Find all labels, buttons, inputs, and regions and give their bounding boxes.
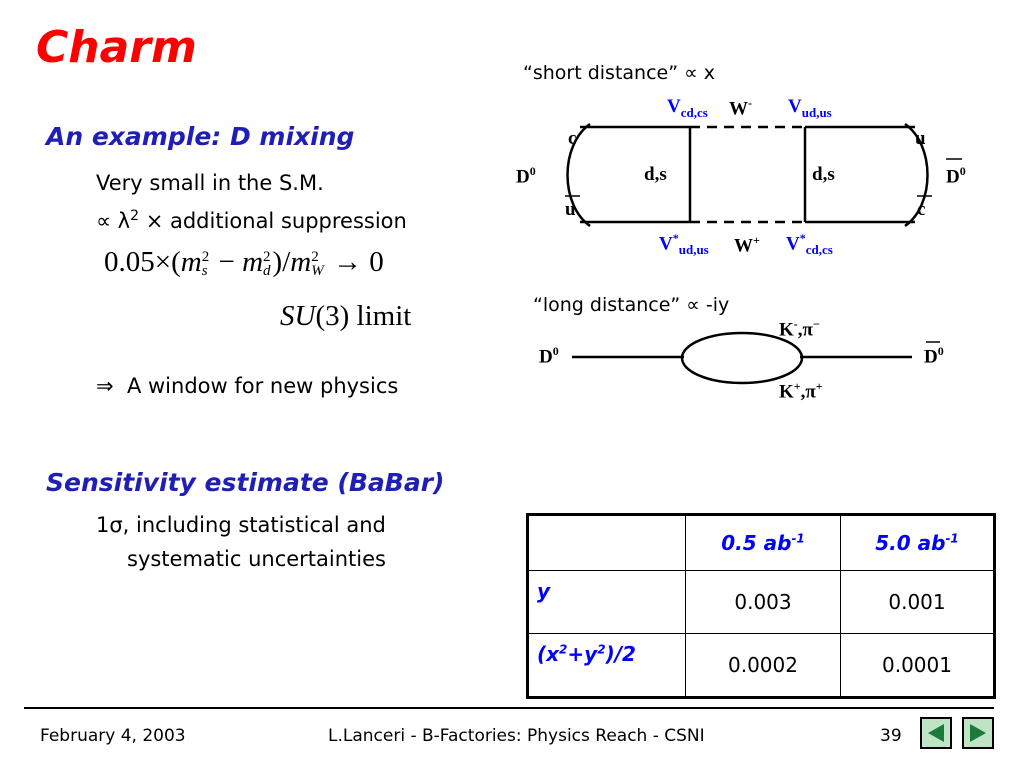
footer-divider — [24, 707, 994, 709]
quark-u-left: u — [565, 199, 576, 220]
row2-label-b: +y — [567, 642, 598, 666]
su3-limit-text: (3) limit — [315, 300, 412, 332]
v-cd-cs-bottom — [786, 231, 833, 258]
long-diagram-lines — [572, 333, 940, 383]
pi-bot: ,π — [800, 381, 816, 403]
table-cell: 0.003 — [686, 571, 841, 634]
eq-mw-sup: 2 — [311, 249, 319, 266]
v-ud-us-top — [788, 96, 832, 121]
quark-c-left: c — [568, 128, 577, 149]
v-ud-us-top-sub: ud,us — [801, 104, 832, 120]
w-plus-sup: + — [753, 233, 760, 247]
w-plus-w: W — [734, 235, 753, 257]
footer-page-number: 39 — [880, 726, 902, 746]
v-cd-cs-bot-sub: cd,cs — [805, 242, 833, 258]
eq-coefficient: 0.05×( — [104, 246, 181, 278]
pi-top: ,π — [797, 319, 813, 341]
eq-mw-sub: W — [311, 263, 324, 280]
ds-left-label: d,s — [644, 164, 667, 185]
long-d0-left-label — [539, 344, 559, 368]
long-distance-caption: “long distance” ∝ -iy — [533, 294, 730, 316]
col2-sup: -1 — [945, 531, 959, 546]
v-cd-cs-top — [667, 96, 708, 121]
sigma-text: 1σ — [96, 513, 123, 537]
footer-center: L.Lanceri - B-Factories: Physics Reach - CSNI — [328, 726, 705, 746]
pi-bot-sup: + — [815, 379, 823, 393]
pi-top-sup: − — [812, 317, 820, 331]
slide-title: Charm — [36, 22, 197, 73]
quark-c-right: c — [917, 199, 926, 220]
row2-label-sup2: 2 — [597, 642, 606, 657]
triangle-left-icon — [922, 719, 950, 747]
v-cd-cs-top-sub: cd,cs — [680, 104, 708, 120]
short-distance-caption: “short distance” ∝ x — [523, 62, 715, 84]
systematic-line: systematic uncertainties — [127, 547, 386, 571]
next-slide-button[interactable] — [962, 717, 994, 749]
col2-base: 5.0 ab — [875, 531, 946, 555]
d0-left-d: D — [516, 166, 530, 188]
eq-md: m — [242, 246, 264, 278]
quark-u-right: u — [915, 128, 926, 149]
table-row — [528, 571, 995, 634]
table-header-row — [528, 515, 995, 571]
col1-sup: -1 — [791, 531, 805, 546]
long-d0-left-sup: 0 — [552, 344, 559, 358]
k-bot: K — [779, 381, 794, 403]
k-top: K — [779, 319, 794, 341]
box-diagram-lines — [565, 124, 962, 226]
v-ud-us-bot-sub: ud,us — [678, 242, 709, 258]
v-ud-us-bot-sup: * — [672, 231, 679, 245]
previous-slide-button[interactable] — [920, 717, 952, 749]
eq-minus: − — [211, 246, 243, 278]
section-heading-sensitivity: Sensitivity estimate (BaBar) — [46, 468, 445, 497]
w-minus-w: W — [729, 98, 748, 120]
triangle-right-icon — [964, 719, 992, 747]
lambda-exponent: 2 — [130, 208, 140, 224]
ds-right-label: d,s — [812, 164, 835, 185]
k-top-sup: - — [793, 317, 798, 331]
k-minus-pi-minus-label — [779, 317, 820, 341]
table-cell: 0.001 — [841, 571, 995, 634]
eq-ms-sub: s — [201, 263, 208, 280]
d0-right-sup: 0 — [959, 164, 966, 178]
table-header-cell — [686, 515, 841, 571]
footer-date: February 4, 2003 — [40, 726, 186, 746]
k-bot-sup: + — [793, 379, 801, 393]
su3-symbol: SU — [280, 300, 316, 332]
d0-right-d: D — [946, 166, 960, 188]
long-d0-right-sup: 0 — [937, 344, 944, 358]
k-plus-pi-plus-label — [779, 379, 823, 403]
table-corner-cell — [528, 515, 686, 571]
v-ud-us-bottom — [659, 231, 709, 258]
eq-arrow: → 0 — [325, 246, 384, 278]
suppression-text: × additional suppression — [139, 209, 407, 233]
row2-label-sup1: 2 — [559, 642, 568, 657]
implies-symbol: ⇒ — [96, 374, 114, 398]
eq-md-sub: d — [263, 263, 271, 280]
section-heading-d-mixing: An example: D mixing — [46, 122, 355, 151]
eq-ms: m — [180, 246, 202, 278]
v-cd-cs-bot-sup: * — [799, 231, 806, 245]
v-cd-cs-top-v: V — [667, 96, 681, 117]
eq-divide: )/ — [272, 246, 291, 278]
v-ud-us-top-v: V — [788, 96, 802, 117]
long-d0-right-label — [924, 344, 944, 368]
d0-right-label — [946, 164, 966, 188]
row2-label-a: (x — [537, 642, 560, 666]
eq-md-sup: 2 — [263, 249, 271, 266]
row2-label-c: )/2 — [605, 642, 636, 666]
table-header-cell — [841, 515, 995, 571]
including-text: , including statistical and — [122, 513, 386, 537]
long-d0-left-d: D — [539, 346, 553, 368]
table-cell: 0.0001 — [841, 634, 995, 698]
table-row — [528, 634, 995, 698]
long-d0-right-d: D — [924, 346, 938, 368]
text-very-small: Very small in the S.M. — [96, 171, 324, 195]
d0-left-label — [516, 164, 536, 188]
w-plus-label — [734, 233, 760, 257]
w-minus-sup: - — [748, 96, 752, 110]
v-ud-us-bot-v: V — [659, 233, 673, 255]
eq-mw: m — [290, 246, 312, 278]
w-minus-label — [729, 96, 752, 120]
new-physics-text: A window for new physics — [126, 374, 399, 398]
d0-left-sup: 0 — [529, 164, 536, 178]
v-cd-cs-bot-v: V — [786, 233, 800, 255]
col1-base: 0.5 ab — [721, 531, 792, 555]
lambda-text: ∝ λ — [96, 209, 131, 233]
table-row-label — [528, 634, 686, 698]
table-cell: 0.0002 — [686, 634, 841, 698]
sensitivity-table — [526, 513, 996, 699]
eq-ms-sup: 2 — [201, 249, 210, 266]
table-row-label: y — [528, 571, 686, 634]
